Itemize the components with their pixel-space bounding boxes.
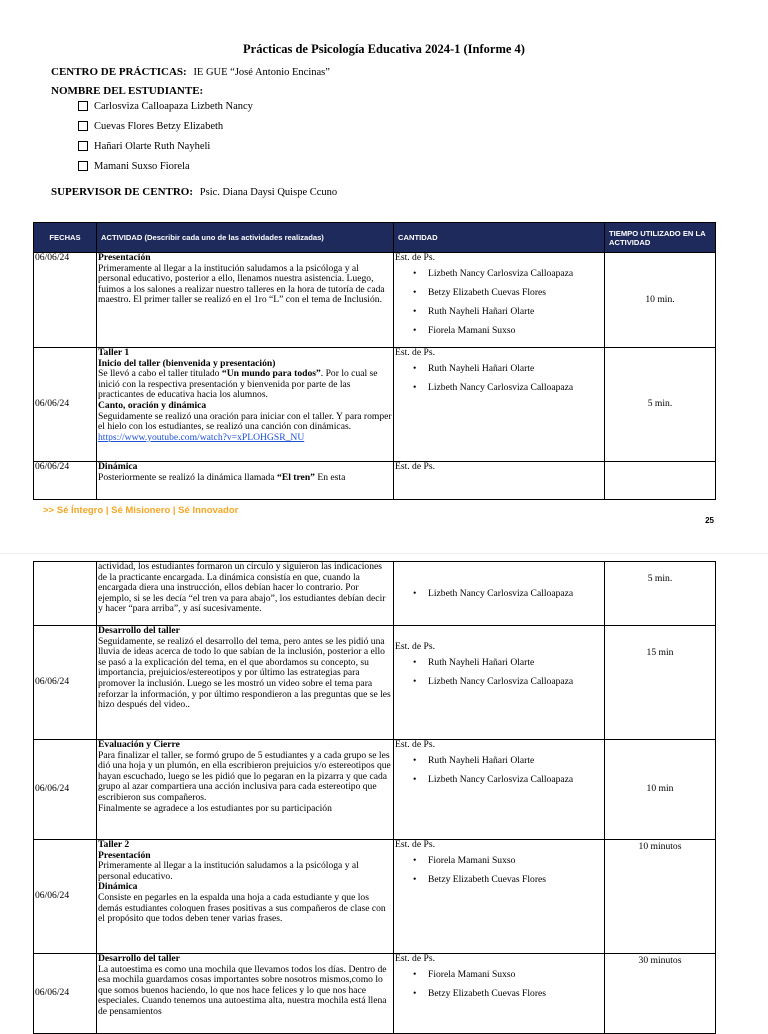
supervisor-value: Psic. Diana Daysi Quispe Ccuno: [199, 187, 338, 198]
people-list: [395, 653, 603, 691]
activity-text-2: [98, 412, 392, 444]
est-label: Est. de Ps.: [395, 461, 435, 472]
supervisor-label: SUPERVISOR DE CENTRO:: [51, 186, 194, 198]
row-date: 06/06/24: [34, 840, 97, 954]
row-cantidad: [394, 840, 605, 954]
person-item: • Ruth Nayheli Hañari Olarte: [395, 302, 603, 321]
row-activity: [97, 954, 394, 1034]
workshop-title: “Un mundo para todos”: [221, 368, 321, 380]
row-activity: [97, 462, 394, 500]
activity-heading: Taller 1: [98, 347, 130, 358]
student-name: Hañari Olarte Ruth Nayheli: [94, 140, 211, 152]
row-time: 10 minutos: [605, 840, 716, 954]
page-gap: [0, 540, 768, 553]
activity-heading: Desarrollo del taller: [98, 953, 180, 964]
row-date: 06/06/24: [34, 462, 97, 500]
row-time: [605, 462, 716, 500]
row-activity: [97, 840, 394, 954]
row-cantidad: [394, 562, 605, 626]
activity-text: Primeramente al llegar a la institución saludamos a la psicóloga y al personal educativo, posterior a ello, llenamos nuestra asistencia. Luego, fuimos a los salones a realizar nuestro talleres en la hora de tutoría de cada maestro. El primer taller se realizó en el 1ro “L” con el tema de Inclusión.: [98, 262, 385, 306]
est-label: Est. de Ps.: [395, 739, 435, 750]
row-time: 10 min.: [605, 253, 716, 348]
student-item[interactable]: [78, 116, 253, 136]
youtube-link[interactable]: https://www.youtube.com/watch?v=xPLOHGSR_NU: [98, 431, 305, 443]
person-item: • Ruth Nayheli Hañari Olarte: [395, 359, 603, 378]
row-activity: [97, 253, 394, 348]
activity-text: La autoestima es como una mochila que llevamos todos los días. Dentro de esa mochila guardamos cosas importantes sobre nosotros mismos,como lo que somos buenos haciendo, lo que nos hace felices y lo que nos hace especiales. Cuando tenemos una autoestima alta, nuestra mochila está llena de pensamientos: [98, 963, 387, 1017]
col-fechas: FECHAS: [34, 223, 97, 253]
table-row: [34, 740, 716, 840]
table-header: [34, 223, 716, 253]
centro-line: [51, 66, 330, 78]
dynamic-title: “El tren”: [277, 471, 315, 483]
text-part: Seguidamente se realizó una oración para iniciar con el taller. Y para romper el hielo con los estudiantes, se realizó una canción con dinámicas.: [98, 410, 392, 433]
activity-heading-3: Dinámica: [98, 881, 138, 893]
document-title: Prácticas de Psicología Educativa 2024-1 (Informe 4): [243, 42, 525, 56]
activity-text: [98, 473, 392, 484]
table-row: [34, 626, 716, 740]
activity-heading-2: Canto, oración y dinámica: [98, 399, 207, 411]
student-list: [78, 96, 253, 176]
person-item: • Fiorela Mamani Suxso: [395, 965, 603, 984]
row-cantidad: [394, 626, 605, 740]
checkbox[interactable]: [78, 121, 88, 131]
person-item: • Fiorela Mamani Suxso: [395, 321, 603, 340]
page-number: 25: [705, 516, 714, 525]
table-row: [34, 253, 716, 348]
activity-text: Seguidamente, se realizó el desarrollo del tema, pero antes se les pidió una lluvia de ideas acerca de todo lo que sabían de la inclusión, posterior a ello se pasó a la explicación del tema, en el que abordamos su concepto, su importancia, prejuicios/estereotipos y por último las estrategias para promover la inclusión. Luego se les mostró un video sobre el tema para reforzar la información, y por último respondieron a las preguntas que se les hizo después del video..: [98, 635, 391, 711]
est-label: Est. de Ps.: [395, 839, 435, 850]
people-list: [395, 359, 603, 397]
person-item: • Fiorela Mamani Suxso: [395, 851, 603, 870]
activity-heading: Dinámica: [98, 461, 138, 472]
row-date: [34, 562, 97, 626]
table-row: [34, 562, 716, 626]
person-item: • Lizbeth Nancy Carlosviza Calloapaza: [395, 584, 603, 603]
text-part: Posteriormente se realizó la dinámica llamada: [98, 471, 278, 483]
activity-text: Para finalizar el taller, se formó grupo de 5 estudiantes y a cada grupo se les dió una hoja y un plumón, en ella escribieron prejuicios y/o estereotipos que hayan escuchado, luego se les pidió que lo pegaran en la pizarra y que cada grupo al azar compartiera una acción inclusiva para cada estereotipo que escribieron sus compañeros.: [98, 749, 391, 803]
col-actividad: ACTIVIDAD (Describir cada uno de las actividades realizadas): [97, 223, 394, 253]
person-item: • Ruth Nayheli Hañari Olarte: [395, 653, 603, 672]
centro-value: IE GUE “José Antonio Encinas”: [193, 67, 330, 78]
person-item: • Betzy Elizabeth Cuevas Flores: [395, 870, 603, 889]
people-list: [395, 965, 603, 1003]
table-row: [34, 954, 716, 1034]
row-date: 06/06/24: [34, 954, 97, 1034]
row-cantidad: [394, 954, 605, 1034]
row-time: 15 min: [605, 626, 716, 740]
page-26: [0, 553, 768, 1025]
activity-text: [98, 369, 392, 401]
activity-heading: Taller 2: [98, 839, 130, 850]
checkbox[interactable]: [78, 101, 88, 111]
row-date: 06/06/24: [34, 626, 97, 740]
col-cantidad: CANTIDAD: [394, 223, 605, 253]
activity-heading: Desarrollo del taller: [98, 625, 180, 636]
activity-heading-2: Presentación: [98, 849, 151, 861]
student-item[interactable]: [78, 136, 253, 156]
person-item: • Lizbeth Nancy Carlosviza Calloapaza: [395, 264, 603, 283]
person-item: • Ruth Nayheli Hañari Olarte: [395, 751, 603, 770]
footer-tagline: >> Sé Íntegro | Sé Misionero | Sé Innovador: [43, 505, 239, 516]
row-time: 5 min.: [605, 348, 716, 462]
text-part: En esta: [314, 471, 346, 483]
person-item: • Lizbeth Nancy Carlosviza Calloapaza: [395, 672, 603, 691]
checkbox[interactable]: [78, 161, 88, 171]
activity-heading: Evaluación y Cierre: [98, 739, 180, 750]
activity-text-2: Consiste en pegarles en la espalda una hoja a cada estudiante y que los demás estudiantes coloquen frases positivas a sus compañeros de clase con el propósito que todos deben tener varias frases.: [98, 891, 386, 925]
row-activity: actividad, los estudiantes formaron un círculo y siguieron las indicaciones de la practicante encargada. La dinámica consistía en que, cuando la encargada diera una instrucción, ellos debían hacer lo contrario. Por ejemplo, si se les decía “el tren va para abajo”, los estudiantes debían decir y hacer “para arriba”, y así sucesivamente.: [97, 562, 394, 626]
people-list: [395, 851, 603, 889]
row-activity: [97, 626, 394, 740]
row-time: 10 min: [605, 740, 716, 840]
person-item: • Lizbeth Nancy Carlosviza Calloapaza: [395, 770, 603, 789]
activity-text-2: Finalmente se agradece a los estudiantes por su participación: [98, 802, 332, 814]
row-time: 5 min.: [605, 562, 716, 626]
activity-heading: Presentación: [98, 252, 151, 263]
people-list: [395, 751, 603, 789]
supervisor-line: [51, 186, 337, 198]
est-label: Est. de Ps.: [395, 641, 435, 652]
person-item: • Betzy Elizabeth Cuevas Flores: [395, 984, 603, 1003]
student-name: Cuevas Flores Betzy Elizabeth: [94, 120, 224, 132]
activities-table-continued: [33, 561, 716, 1034]
checkbox[interactable]: [78, 141, 88, 151]
person-item: • Lizbeth Nancy Carlosviza Calloapaza: [395, 378, 603, 397]
table-row: [34, 462, 716, 500]
row-date: 06/06/24: [34, 348, 97, 462]
est-label: Est. de Ps.: [395, 252, 435, 263]
row-date: 06/06/24: [34, 740, 97, 840]
table-row: [34, 348, 716, 462]
student-name: Carlosviza Calloapaza Lizbeth Nancy: [94, 100, 253, 112]
student-name: Mamani Suxso Fiorela: [94, 160, 190, 172]
row-activity: [97, 740, 394, 840]
row-cantidad: [394, 462, 605, 500]
person-item: • Betzy Elizabeth Cuevas Flores: [395, 283, 603, 302]
activities-table: [33, 222, 716, 500]
row-activity: [97, 348, 394, 462]
row-date: 06/06/24: [34, 253, 97, 348]
row-cantidad: [394, 740, 605, 840]
row-time: 30 minutos: [605, 954, 716, 1034]
activity-text: Primeramente al llegar a la institución saludamos a la psicóloga y al personal educativo.: [98, 860, 359, 882]
col-tiempo: TIEMPO UTILIZADO EN LA ACTIVIDAD: [605, 223, 716, 253]
text-part: . Por lo cual se inició con la respectiva presentación y bienvenida por parte de las practicantes de educativa hacia los alumnos.: [98, 368, 378, 401]
row-cantidad: [394, 253, 605, 348]
estudiante-label: NOMBRE DEL ESTUDIANTE:: [51, 85, 204, 97]
centro-label: CENTRO DE PRÁCTICAS:: [51, 66, 187, 78]
text-part: Se llevó a cabo el taller titulado: [98, 368, 222, 380]
student-item[interactable]: [78, 96, 253, 116]
table-row: [34, 840, 716, 954]
student-item[interactable]: [78, 156, 253, 176]
activity-subheading: Inicio del taller (bienvenida y presentación): [98, 357, 276, 369]
est-label: Est. de Ps.: [395, 953, 435, 964]
row-cantidad: [394, 348, 605, 462]
people-list: [395, 264, 603, 340]
people-list: [395, 584, 603, 603]
est-label: Est. de Ps.: [395, 347, 435, 358]
